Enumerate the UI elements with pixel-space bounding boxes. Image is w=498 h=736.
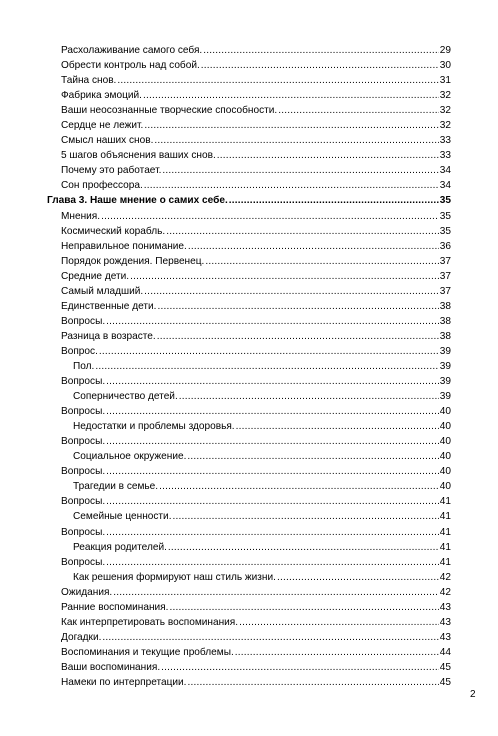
toc-entry-title: Мнения. <box>61 210 101 222</box>
toc-entry-title: Ваши воспоминания. <box>61 661 161 673</box>
toc-entry[interactable] <box>61 555 451 570</box>
toc-entry-title: Воспоминания и текущие проблемы. <box>61 646 234 658</box>
toc-entry-page: 40 <box>439 421 451 433</box>
toc-entry-page: 34 <box>439 180 451 192</box>
toc-dot-leader <box>106 464 439 479</box>
toc-dot-leader <box>159 479 439 494</box>
toc-entry-page: 40 <box>439 406 451 418</box>
toc-entry-page: 35 <box>439 195 451 207</box>
toc-dot-leader <box>173 509 439 524</box>
toc-dot-leader <box>166 224 439 239</box>
toc-entry[interactable] <box>61 239 451 254</box>
toc-entry-page: 45 <box>439 661 451 673</box>
toc-dot-leader <box>102 630 438 645</box>
toc-entry-page: 32 <box>439 120 451 132</box>
toc-dot-leader <box>95 359 438 374</box>
toc-entry[interactable] <box>61 675 451 690</box>
toc-entry-page: 40 <box>439 436 451 448</box>
toc-entry-page: 29 <box>439 45 451 56</box>
toc-entry[interactable] <box>61 269 451 284</box>
toc-dot-leader <box>161 660 439 675</box>
toc-entry-title: Смысл наших снов. <box>61 135 154 147</box>
toc-dot-leader <box>106 525 439 540</box>
toc-entry-page: 39 <box>439 345 451 357</box>
toc-dot-leader <box>113 585 439 600</box>
toc-entry-title: Вопросы. <box>61 315 106 327</box>
toc-dot-leader <box>117 73 438 88</box>
toc-dot-leader <box>143 88 439 103</box>
toc-entry-title: Соперничество детей. <box>73 391 178 403</box>
toc-entry-title: Расхолаживание самого себя. <box>61 45 203 56</box>
toc-dot-leader <box>217 148 439 163</box>
toc-dot-leader <box>179 389 439 404</box>
toc-entry-title: Сердце не лежит. <box>61 120 144 132</box>
toc-entry-page: 34 <box>439 165 451 177</box>
toc-entry[interactable] <box>61 103 451 118</box>
toc-dot-leader <box>106 555 439 570</box>
toc-entry-page: 41 <box>439 541 451 553</box>
toc-entry-title: Вопросы. <box>61 376 106 388</box>
toc-entry-title: Ваши неосознанные творческие способности. <box>61 105 278 117</box>
toc-entry[interactable] <box>61 329 451 344</box>
toc-entry-page: 38 <box>439 330 451 342</box>
toc-entry-title: Пол. <box>73 360 95 372</box>
toc-entry-page: 41 <box>439 556 451 568</box>
toc-dot-leader <box>106 494 439 509</box>
toc-entry[interactable] <box>73 509 451 524</box>
toc-entry-title: Фабрика эмоций. <box>61 90 142 102</box>
toc-entry[interactable] <box>61 404 451 419</box>
toc-entry-title: Разница в возрасте. <box>61 330 156 342</box>
toc-entry-page: 42 <box>439 586 451 598</box>
toc-entry[interactable] <box>61 118 451 133</box>
toc-entry-page: 45 <box>439 676 451 688</box>
toc-entry-page: 40 <box>439 481 451 493</box>
toc-entry-title: Вопросы. <box>61 466 106 478</box>
toc-entry-page: 44 <box>439 646 451 658</box>
toc-entry-title: Трагедии в семье. <box>73 481 159 493</box>
toc-entry-title: Догадки. <box>61 631 102 643</box>
toc-dot-leader <box>157 329 439 344</box>
toc-entry-title: Вопросы. <box>61 496 106 508</box>
toc-entry-title: Порядок рождения. Первенец. <box>61 255 205 267</box>
toc-entry[interactable] <box>61 178 451 193</box>
toc-entry[interactable] <box>73 570 451 585</box>
toc-entry[interactable] <box>47 193 451 208</box>
toc-entry-title: Неправильное понимание. <box>61 240 187 252</box>
toc-dot-leader <box>203 43 439 58</box>
toc-entry[interactable] <box>61 314 451 329</box>
toc-entry[interactable] <box>61 163 451 178</box>
toc-entry-page: 39 <box>439 376 451 388</box>
toc-entry[interactable] <box>61 585 451 600</box>
toc-dot-leader <box>168 540 439 555</box>
toc-entry[interactable] <box>61 88 451 103</box>
toc-dot-leader <box>235 645 439 660</box>
toc-entry-page: 40 <box>439 451 451 463</box>
toc-entry-page: 32 <box>439 90 451 102</box>
toc-entry[interactable] <box>61 645 451 660</box>
toc-entry-title: Обрести контроль над собой. <box>61 60 200 72</box>
toc-entry-page: 37 <box>439 285 451 297</box>
toc-dot-leader <box>229 193 439 208</box>
toc-entry-title: Семейные ценности. <box>73 511 172 523</box>
toc-dot-leader <box>188 675 439 690</box>
table-of-contents <box>0 43 498 690</box>
toc-entry[interactable] <box>61 133 451 148</box>
toc-entry-page: 31 <box>439 75 451 87</box>
toc-entry[interactable] <box>61 525 451 540</box>
toc-dot-leader <box>169 600 438 615</box>
toc-entry-page: 32 <box>439 105 451 117</box>
toc-entry-page: 37 <box>439 270 451 282</box>
toc-entry[interactable] <box>73 449 451 464</box>
toc-entry-title: Намеки по интерпретации. <box>61 676 187 688</box>
toc-entry[interactable] <box>61 630 451 645</box>
toc-entry[interactable] <box>73 419 451 434</box>
toc-entry[interactable] <box>61 374 451 389</box>
toc-entry[interactable] <box>61 600 451 615</box>
toc-entry-title: Как интерпретировать воспоминания. <box>61 616 239 628</box>
toc-dot-leader <box>144 178 439 193</box>
toc-entry-title: Реакция родителей. <box>73 541 167 553</box>
toc-entry-page: 43 <box>439 631 451 643</box>
toc-dot-leader <box>239 615 439 630</box>
toc-entry-title: Вопрос. <box>61 345 98 357</box>
toc-entry-page: 43 <box>439 601 451 613</box>
toc-dot-leader <box>188 239 439 254</box>
toc-entry-title: Вопросы. <box>61 436 106 448</box>
toc-entry[interactable] <box>61 434 451 449</box>
toc-dot-leader <box>130 269 439 284</box>
toc-dot-leader <box>205 254 438 269</box>
toc-entry-page: 38 <box>439 315 451 327</box>
toc-entry-page: 33 <box>439 135 451 147</box>
toc-entry[interactable] <box>73 479 451 494</box>
toc-entry-page: 38 <box>439 300 451 312</box>
toc-entry-title: Сон профессора. <box>61 180 143 192</box>
toc-dot-leader <box>236 419 439 434</box>
toc-entry[interactable] <box>61 254 451 269</box>
toc-entry-page: 35 <box>439 225 451 237</box>
toc-entry-title: Единственные дети. <box>61 300 157 312</box>
toc-entry[interactable] <box>61 209 451 224</box>
toc-dot-leader <box>106 434 439 449</box>
toc-dot-leader <box>157 299 438 314</box>
toc-dot-leader <box>106 374 439 389</box>
toc-entry-title: Тайна снов. <box>61 75 117 87</box>
toc-dot-leader <box>101 209 439 224</box>
toc-entry[interactable] <box>61 58 451 73</box>
toc-entry-title: Почему это работает. <box>61 165 162 177</box>
toc-dot-leader <box>187 449 438 464</box>
toc-entry-title: Социальное окружение. <box>73 451 187 463</box>
toc-entry[interactable] <box>73 389 451 404</box>
toc-entry[interactable] <box>73 540 451 555</box>
toc-dot-leader <box>162 163 438 178</box>
toc-dot-leader <box>278 103 439 118</box>
toc-entry[interactable] <box>61 494 451 509</box>
toc-entry-title: 5 шагов объяснения ваших снов. <box>61 150 216 162</box>
toc-entry[interactable] <box>61 344 451 359</box>
toc-entry[interactable] <box>61 660 451 675</box>
toc-entry-page: 42 <box>439 571 451 583</box>
toc-dot-leader <box>154 133 438 148</box>
toc-dot-leader <box>144 118 438 133</box>
toc-entry-page: 33 <box>439 150 451 162</box>
toc-entry-page: 41 <box>439 496 451 508</box>
toc-entry-page: 30 <box>439 60 451 72</box>
toc-entry[interactable] <box>61 464 451 479</box>
toc-entry[interactable] <box>61 299 451 314</box>
toc-entry-title: Глава 3. Наше мнение о самих себе. <box>47 195 228 207</box>
toc-entry[interactable] <box>61 615 451 630</box>
toc-entry-title: Как решения формируют наш стиль жизни. <box>73 571 276 583</box>
toc-dot-leader <box>277 570 439 585</box>
toc-entry[interactable] <box>73 359 451 374</box>
toc-dot-leader <box>201 58 439 73</box>
toc-entry-title: Ожидания. <box>61 586 113 598</box>
toc-dot-leader <box>144 284 439 299</box>
toc-entry-page: 41 <box>439 526 451 538</box>
toc-entry-title: Вопросы. <box>61 406 106 418</box>
toc-entry-title: Недостатки и проблемы здоровья. <box>73 421 235 433</box>
toc-entry-page: 35 <box>439 210 451 222</box>
toc-entry-title: Космический корабль. <box>61 225 166 237</box>
page-number: 2 <box>470 689 476 700</box>
toc-entry-page: 36 <box>439 240 451 252</box>
toc-entry-page: 39 <box>439 391 451 403</box>
toc-entry[interactable] <box>61 43 451 58</box>
toc-entry-page: 39 <box>439 360 451 372</box>
toc-entry[interactable] <box>61 73 451 88</box>
toc-entry-title: Вопросы. <box>61 526 106 538</box>
toc-entry-title: Средние дети. <box>61 270 130 282</box>
toc-entry-title: Вопросы. <box>61 556 106 568</box>
toc-entry-page: 40 <box>439 466 451 478</box>
toc-entry[interactable] <box>61 284 451 299</box>
toc-entry-title: Ранние воспоминания. <box>61 601 169 613</box>
toc-entry[interactable] <box>61 148 451 163</box>
toc-dot-leader <box>106 404 439 419</box>
toc-entry[interactable] <box>61 224 451 239</box>
toc-entry-page: 43 <box>439 616 451 628</box>
toc-entry-page: 41 <box>439 511 451 523</box>
toc-entry-title: Самый младший. <box>61 285 144 297</box>
toc-dot-leader <box>99 344 439 359</box>
toc-entry-page: 37 <box>439 255 451 267</box>
toc-dot-leader <box>106 314 439 329</box>
